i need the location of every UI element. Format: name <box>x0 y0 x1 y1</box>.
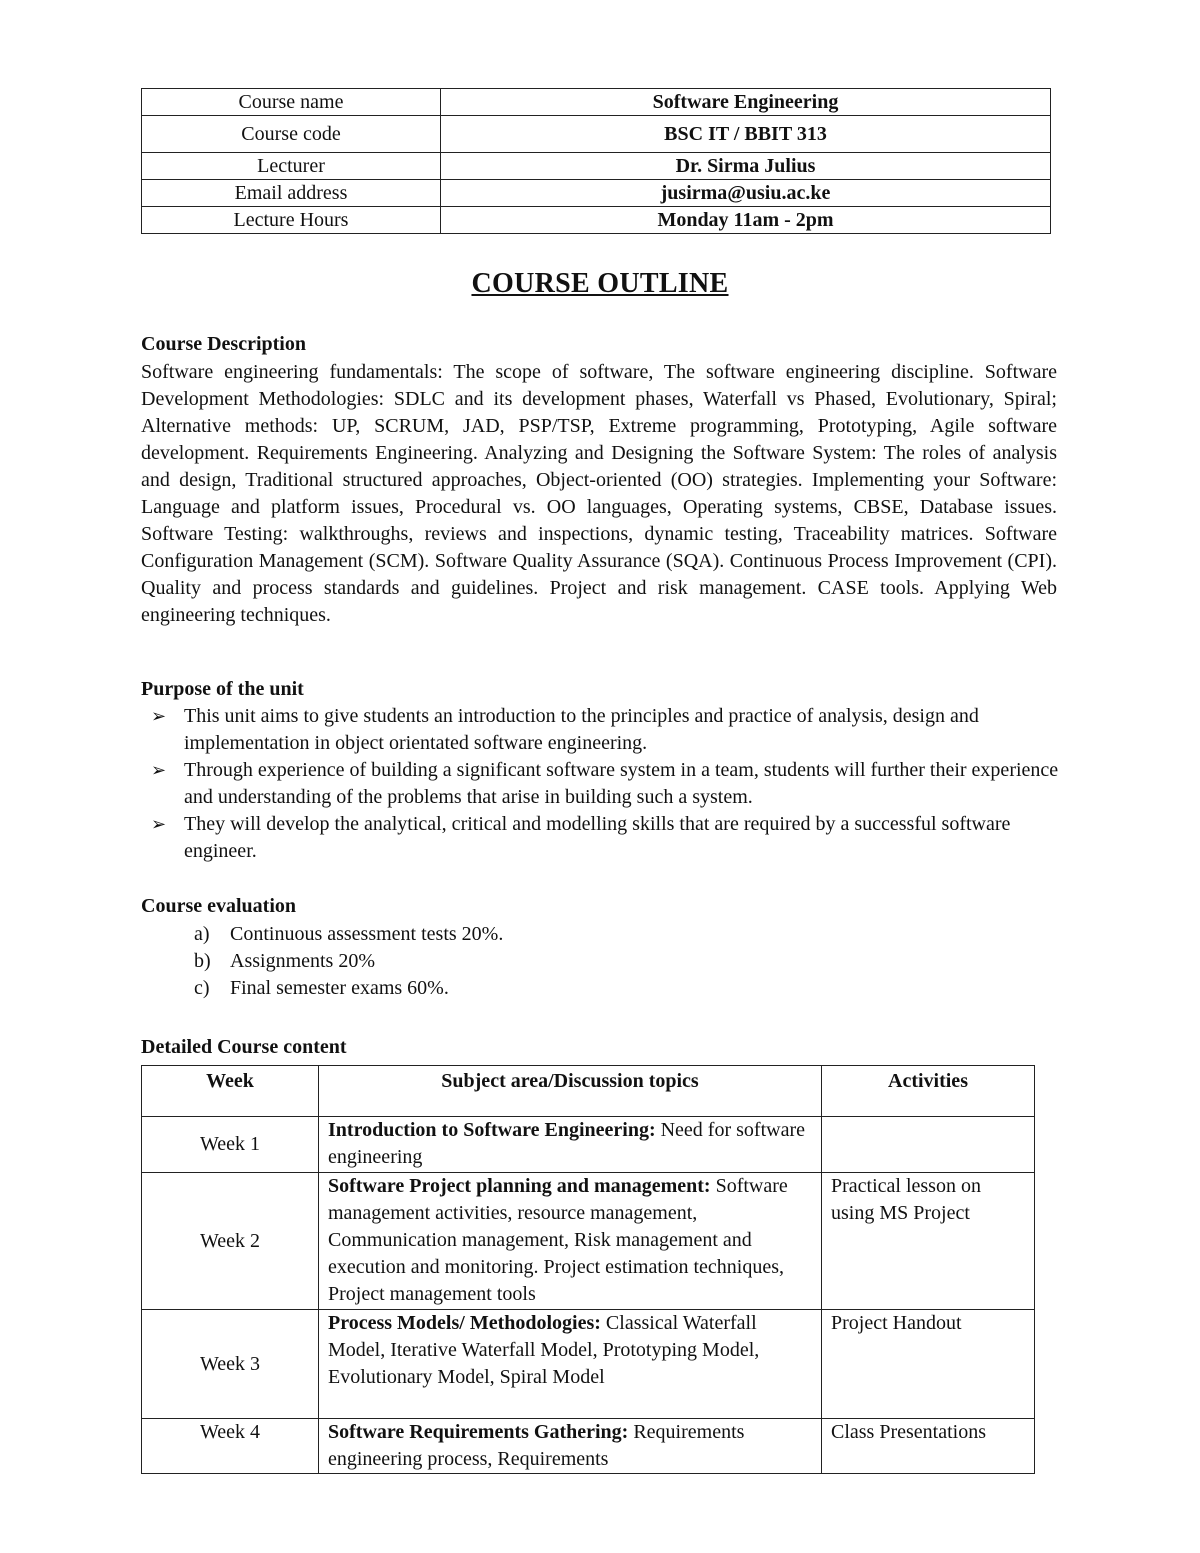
list-marker: a) <box>194 923 210 945</box>
description-heading: Course Description <box>141 333 306 355</box>
arrow-bullet-icon: ➢ <box>151 760 167 780</box>
table-row <box>142 1310 1035 1419</box>
topic-title: Software Requirements Gathering: <box>328 1421 629 1443</box>
course-name-value: Software Engineering <box>441 89 1051 116</box>
evaluation-item-text: Final semester exams 60%. <box>230 977 449 999</box>
purpose-item-text: Through experience of building a significant software system in a team, students will further their experience and understanding of the problems that arise in building such a system. <box>184 759 1059 808</box>
lecturer-value: Dr. Sirma Julius <box>441 153 1051 180</box>
topic-title: Introduction to Software Engineering: <box>328 1119 656 1141</box>
list-item <box>194 921 503 948</box>
content-heading: Detailed Course content <box>141 1036 347 1058</box>
topic-text: Classical Waterfall Model, Iterative Waterfall Model, Prototyping Model, Evolutionary Model, Spiral Model <box>328 1312 760 1388</box>
course-code-value: BSC IT / BBIT 313 <box>441 116 1051 153</box>
list-item <box>141 811 1071 865</box>
table-row <box>142 1419 1035 1474</box>
topic-text: Need for software engineering <box>328 1119 805 1168</box>
column-header-activities: Activities <box>822 1066 1035 1117</box>
week-cell: Week 4 <box>142 1419 319 1474</box>
activity-cell <box>822 1117 1035 1173</box>
lecture-hours-value: Monday 11am - 2pm <box>441 207 1051 234</box>
table-row <box>142 89 1051 116</box>
list-item <box>194 975 503 1002</box>
topic-text: Software management activities, resource management, Communication management, Risk management and execution and monitoring. Project estimation techniques, Project management tools <box>328 1175 788 1305</box>
evaluation-item-text: Assignments 20% <box>230 950 375 972</box>
list-item <box>194 948 503 975</box>
week-cell: Week 3 <box>142 1310 319 1419</box>
purpose-heading: Purpose of the unit <box>141 678 304 700</box>
evaluation-heading: Course evaluation <box>141 895 296 917</box>
arrow-bullet-icon: ➢ <box>151 814 167 834</box>
page-title: COURSE OUTLINE <box>471 268 729 299</box>
table-row <box>142 180 1051 207</box>
topic-cell <box>319 1310 822 1419</box>
topic-title: Process Models/ Methodologies: <box>328 1312 601 1334</box>
lecturer-label: Lecturer <box>142 153 441 180</box>
topic-text: Requirements engineering process, Requirements <box>328 1421 745 1470</box>
purpose-list <box>141 703 1071 865</box>
topic-title: Software Project planning and management: <box>328 1175 711 1197</box>
table-header-row <box>142 1066 1035 1117</box>
week-cell: Week 1 <box>142 1117 319 1173</box>
table-row <box>142 153 1051 180</box>
course-content-table <box>141 1065 1035 1474</box>
table-row <box>142 1173 1035 1310</box>
arrow-bullet-icon: ➢ <box>151 706 167 726</box>
activity-cell: Project Handout <box>822 1310 1035 1419</box>
topic-cell <box>319 1419 822 1474</box>
course-name-label: Course name <box>142 89 441 116</box>
topic-cell <box>319 1173 822 1310</box>
week-cell: Week 2 <box>142 1173 319 1310</box>
list-marker: c) <box>194 977 210 999</box>
evaluation-item-text: Continuous assessment tests 20%. <box>230 923 504 945</box>
purpose-item-text: They will develop the analytical, critical and modelling skills that are required by a successful software engineer. <box>184 813 1011 862</box>
topic-cell <box>319 1117 822 1173</box>
email-label: Email address <box>142 180 441 207</box>
course-info-table <box>141 88 1051 234</box>
email-value: jusirma@usiu.ac.ke <box>441 180 1051 207</box>
column-header-topics: Subject area/Discussion topics <box>319 1066 822 1117</box>
activity-cell: Practical lesson on using MS Project <box>822 1173 1035 1310</box>
lecture-hours-label: Lecture Hours <box>142 207 441 234</box>
column-header-week: Week <box>142 1066 319 1117</box>
table-row <box>142 207 1051 234</box>
evaluation-list <box>194 921 503 1002</box>
table-row <box>142 1117 1035 1173</box>
list-item <box>141 757 1071 811</box>
purpose-item-text: This unit aims to give students an introduction to the principles and practice of analysis, design and implementation in object orientated software engineering. <box>184 705 979 754</box>
course-code-label: Course code <box>142 116 441 153</box>
description-text: Software engineering fundamentals: The scope of software, The software engineering discipline. Software Development Methodologies: SDLC and its development phases, Waterfall vs Phased, Evolutionary, Spiral; Alternative methods: UP, SCRUM, JAD, PSP/TSP, Extreme programming, Prototyping, Agile software development. Requirements Engineering. Analyzing and Designing the Software System: The roles of analysis and design, Traditional structured approaches, Object-oriented (OO) strategies. Implementing your Software: Language and platform issues, Procedural vs. OO languages, Operating systems, CBSE, Database issues. Software Testing: walkthroughs, reviews and inspections, dynamic testing, Traceability matrices. Software Configuration Management (SCM). Software Quality Assurance (SQA). Continuous Process Improvement (CPI). Quality and process standards and guidelines. Project and risk management. CASE tools. Applying Web engineering techniques. <box>141 361 1057 626</box>
table-row <box>142 116 1051 153</box>
activity-cell: Class Presentations <box>822 1419 1035 1474</box>
list-marker: b) <box>194 950 211 972</box>
list-item <box>141 703 1071 757</box>
